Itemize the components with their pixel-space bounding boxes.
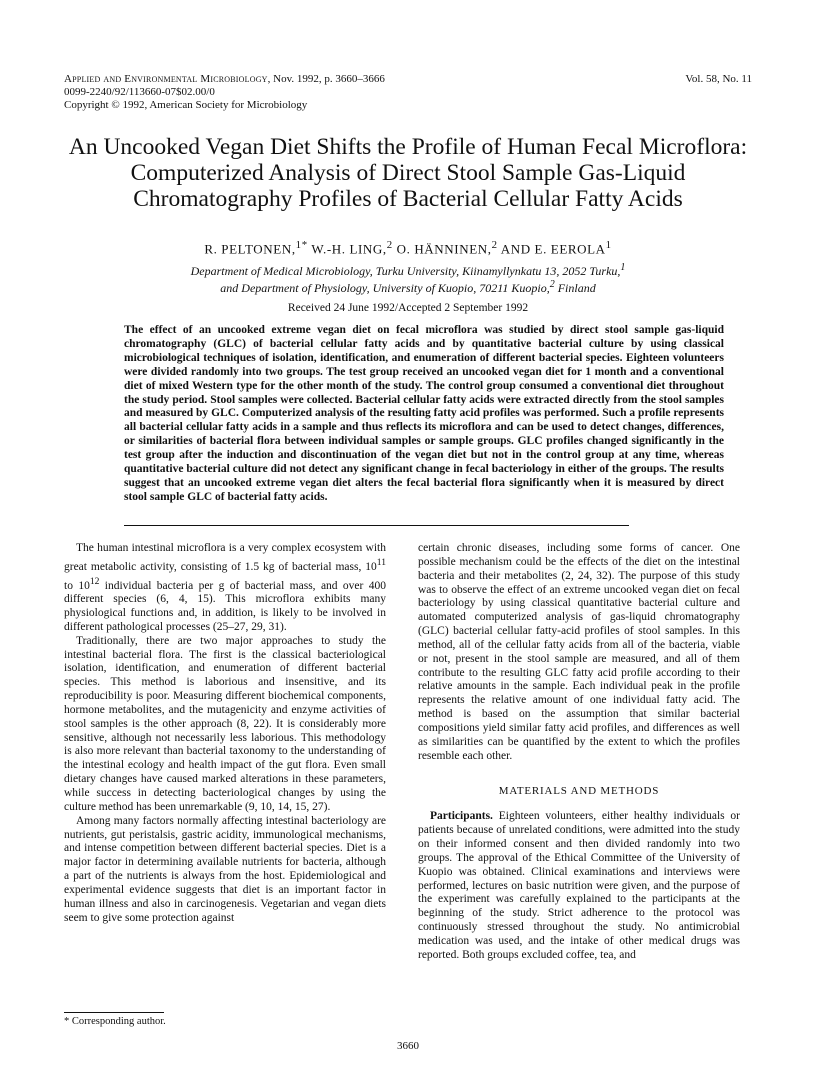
paragraph: Among many factors normally affecting intestinal bacteriology are nutrients, gut peristalsis, gastric acidity, immunological mechanisms, and intense competition between different bacterial species. Diet is a major factor in determining available nutrients for bacteria, although a part of the nutrients is always from the host. Epidemiological and experimental evidence suggests that diet is an important factor in human illness and also in carcinogenesis. Vegetarian and vegan diets seem to give some protection against (64, 814, 386, 924)
author-1-affil: 1 (295, 239, 302, 251)
copyright-line: Copyright © 1992, American Society for Microbiology (64, 99, 308, 111)
volume-info: Vol. 58, No. 11 (685, 73, 752, 85)
issue-info: , Nov. 1992, p. 3660–3666 (267, 73, 385, 85)
running-header (64, 73, 385, 112)
left-column (64, 542, 386, 925)
page-number: 3660 (397, 1040, 419, 1052)
abstract-divider (124, 525, 629, 526)
right-column (418, 542, 740, 963)
footnote-divider (64, 1012, 164, 1013)
author-3: O. HÄNNINEN, (392, 241, 492, 257)
abstract: The effect of an uncooked extreme vegan diet on fecal microflora was studied by direct stool sample gas-liquid chromatography (GLC) of bacterial cellular fatty acids and by quantitative bacterial culture by using classical microbiological techniques of isolation, identification, and enumeration of different bacterial species. Eighteen volunteers were divided randomly into two groups. The test group received an uncooked vegan diet for 1 month and a conventional diet of mixed Western type for the other month of the study. The control group consumed a conventional diet throughout the study period. Stool samples were collected. Bacterial cellular fatty acids were extracted directly from the stool samples and measured by GLC. Computerized analysis of the resulting fatty acid profiles was performed. Such a profile represents all bacterial cellular fatty acids in a sample and thus reflects its microflora and can be used to detect changes, differences, or similarities of bacterial flora between individual samples or sample groups. GLC profiles changed significantly in the test group after the induction and discontinuation of the vegan diet but not in the control group at any time, whereas quantitative bacterial culture did not detect any significant change in fecal bacteriology in either of the groups. The results suggest that an uncooked extreme vegan diet alters the fecal bacterial flora significantly when it is measured by direct stool sample GLC of bacterial fatty acids. (124, 324, 724, 503)
received-dates: Received 24 June 1992/Accepted 2 September 1992 (287, 302, 529, 314)
author-1: R. PELTONEN, (204, 241, 296, 257)
run-in-heading: Participants. (430, 810, 493, 823)
article-code: 0099-2240/92/113660-07$02.00/0 (64, 86, 215, 98)
affiliation-2-country: Finland (554, 281, 596, 295)
paragraph: certain chronic diseases, including some forms of cancer. One possible mechanism could be the effects of the diet on the intestinal bacteria and their metabolites (2, 24, 32). The purpose of this study was to observe the effect of an extreme uncooked vegan diet on fecal bacteriology by using classical quantitative bacterial culture and automated computerized analysis of gas-liquid chromatography (GLC) bacterial cellular fatty-acid profiles of stool samples. In this method, all of the cellular fatty acids from all of the bacteria, viable or not, present in the stool sample are measured, and all of them contribute to the resulting GLC fatty acid profile according to their relative amounts in the sample. Each individual peak in the profile represents the relative amount of one individual fatty acid. The method is based on the assumption that similar bacterial compositions yield similar fatty acid profiles, and differences as well as similarities can be quantified by the extent to which the profiles resemble each other. (418, 542, 740, 762)
journal-name: Applied and Environmental Microbiology (64, 73, 268, 85)
author-4-affil: 1 (605, 239, 612, 251)
author-4: AND E. EEROLA (497, 241, 606, 257)
author-list (60, 239, 756, 257)
paragraph: The human intestinal microflora is a very complex ecosystem with great metabolic activity, consisting of 1.5 kg of bacterial mass, $10^{11}$ to $10^{12}$ individual bacteria per g of bacterial mass, and over 400 different species (6, 4, 15). This microflora exhibits many physiological functions and, in addition, is likely to be involved in different pathological processes (25–27, 29, 31). (64, 542, 386, 633)
author-2-affil: 2 (386, 239, 393, 251)
corresponding-mark: * (301, 239, 308, 251)
author-2: W.-H. LING, (307, 241, 387, 257)
affiliation-2-sup: 2 (549, 279, 555, 290)
affiliation-2: and Department of Physiology, University of Kuopio, 70211 Kuopio, (220, 281, 550, 295)
affiliation-1-sup: 1 (620, 262, 626, 273)
paragraph: Traditionally, there are two major approaches to study the intestinal bacterial flora. The first is the classical bacteriological isolation, identification, and enumeration of different bacterial species. This method is laborious and insensitive, and its reproducibility is poor. Measuring different biochemical components, hormone metabolites, and the mutagenicity and enzyme activities of stool samples is the other approach (8, 22). It is considerably more sensitive, although not necessarily less laborious. This methodology is also more relevant than bacterial taxonomy to the understanding of the intestinal ecology and health impact of the gut flora. Even small dietary changes have caused marked alterations in these parameters, while success in detecting bacteriological changes by using the culture method has been unremarkable (9, 10, 14, 15, 27). (64, 634, 386, 813)
author-3-affil: 2 (491, 239, 498, 251)
section-heading: MATERIALS AND METHODS (498, 784, 660, 797)
footnote: * Corresponding author. (64, 1016, 166, 1027)
paragraph: Participants. Eighteen volunteers, either healthy individuals or patients because of unrelated conditions, were admitted into the study on their informed consent and then divided randomly into two groups. The approval of the Ethical Committee of the University of Kuopio was obtained. Clinical examinations and interviews were performed, lectures on basic nutrition were given, and the purpose of the experiment was carefully explained to the participants at the beginning of the study. Strict adherence to the protocol was continuously stressed throughout the study. No antimicrobial medication was used, and the intake of other medical drugs was reported. Both groups excluded coffee, tea, and (418, 810, 740, 961)
affiliation-1: Department of Medical Microbiology, Turku University, Kiinamyllynkatu 13, 2052 Turku, (190, 264, 621, 278)
article-title: An Uncooked Vegan Diet Shifts the Profile of Human Fecal Microflora: Computerized Analysis of Direct Stool Sample Gas-Liquid Chromatography Profiles of Bacterial Cellular Fatty Acids (68, 134, 748, 212)
affiliations (60, 261, 756, 295)
